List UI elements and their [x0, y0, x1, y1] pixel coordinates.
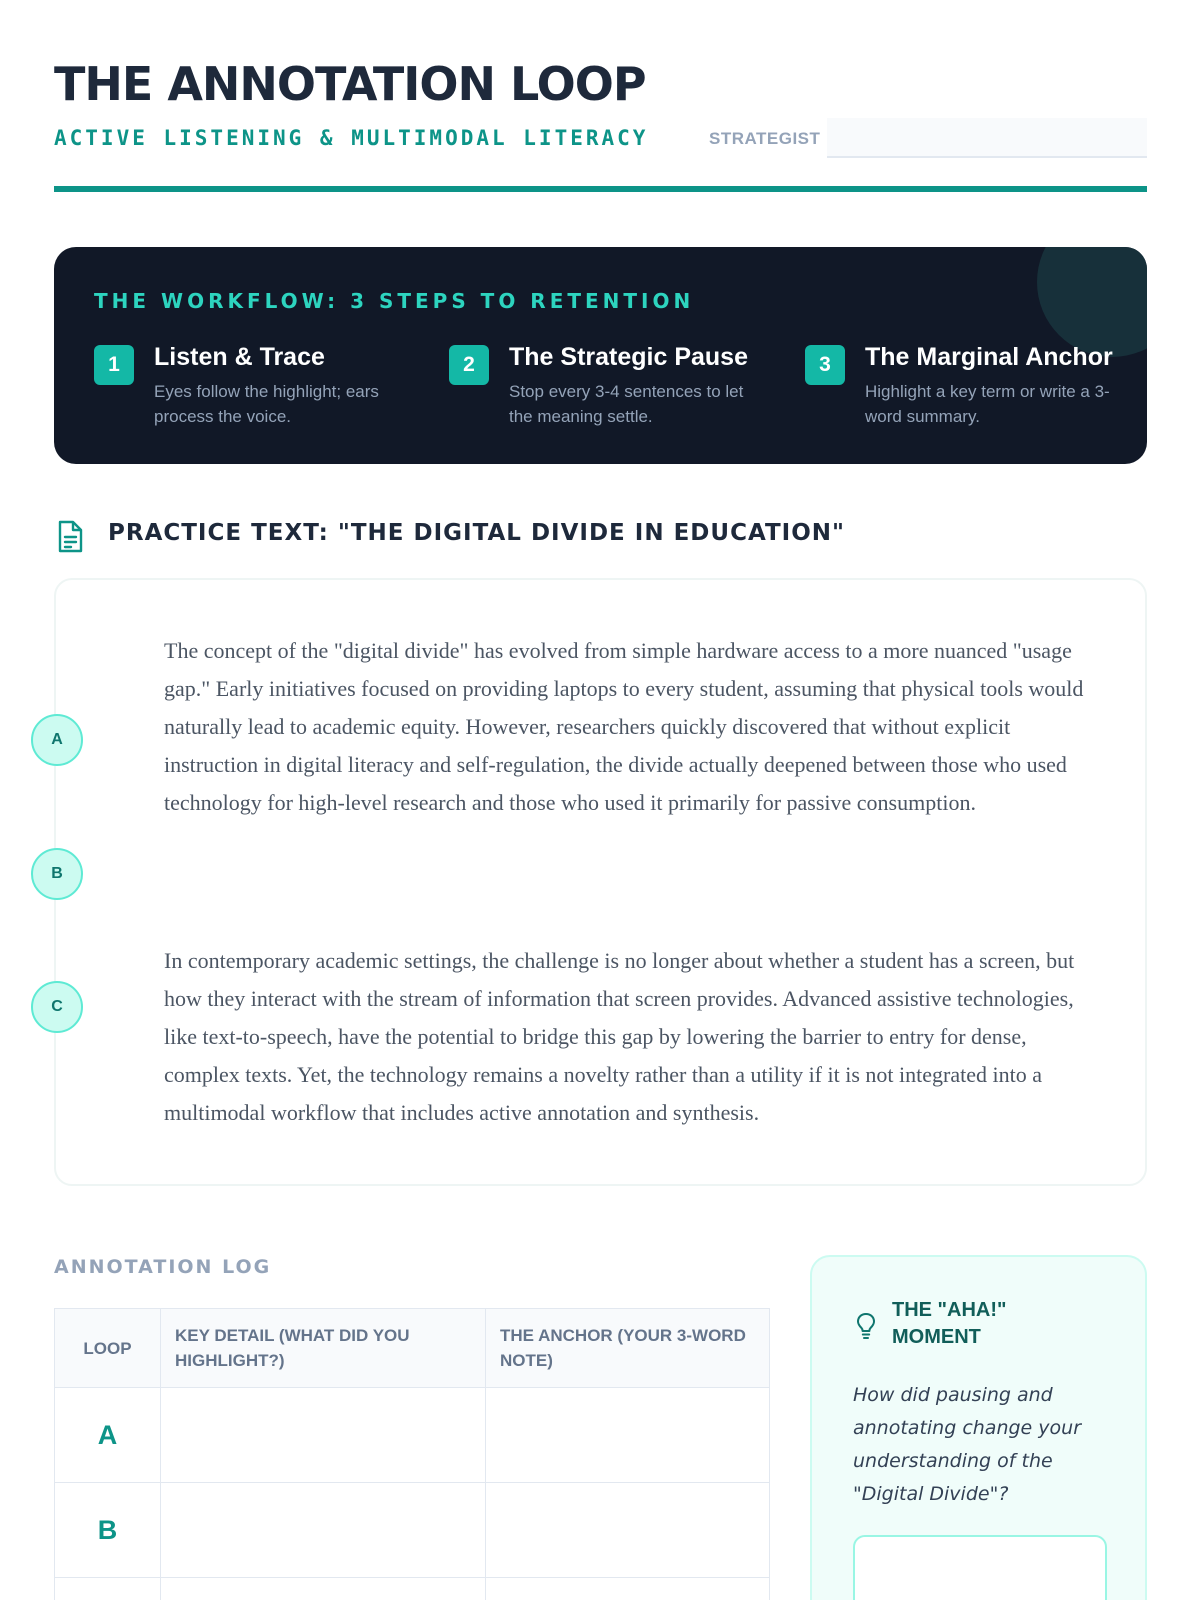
- step-title: The Marginal Anchor: [865, 343, 1113, 371]
- strategist-label: STRATEGIST: [709, 129, 821, 148]
- column-header-key-detail: KEY DETAIL (WHAT DID YOU HIGHLIGHT?): [161, 1309, 486, 1388]
- table-row: [55, 1388, 770, 1483]
- lightbulb-icon: [854, 1311, 878, 1341]
- page-title: THE ANNOTATION LOOP: [54, 57, 646, 111]
- loop-cell: A: [55, 1388, 161, 1483]
- anchor-cell[interactable]: [486, 1483, 770, 1578]
- aha-question: How did pausing and annotating change your understanding of the "Digital Divide"?: [853, 1384, 1081, 1505]
- step-number-badge: 1: [94, 345, 134, 385]
- anchor-cell[interactable]: [486, 1578, 770, 1600]
- step-description: Eyes follow the highlight; ears process the voice.: [154, 382, 379, 426]
- step-description: Stop every 3-4 sentences to let the meaning settle.: [509, 382, 744, 426]
- aha-title: THE "AHA!" MOMENT: [892, 1299, 1007, 1348]
- loop-marker-a[interactable]: A: [31, 714, 83, 766]
- column-header-loop: LOOP: [55, 1309, 161, 1388]
- step-number-badge: 2: [449, 345, 489, 385]
- aha-moment-card: [810, 1255, 1147, 1600]
- loop-cell: B: [55, 1483, 161, 1578]
- step-number-badge: 3: [805, 345, 845, 385]
- column-header-anchor: THE ANCHOR (YOUR 3-WORD NOTE): [486, 1309, 770, 1388]
- practice-text-card: [54, 578, 1147, 1186]
- header-divider: [54, 186, 1147, 192]
- document-icon: [54, 520, 86, 554]
- page-header: [54, 58, 1147, 160]
- page-subtitle: ACTIVE LISTENING & MULTIMODAL LITERACY: [54, 126, 649, 150]
- decorative-circle: [1037, 247, 1147, 357]
- practice-paragraph-2[interactable]: In contemporary academic settings, the challenge is no longer about whether a student has a screen, but how they interact with the stream of information that screen provides. Advanced assistive technologies, like text-to-speech, have the potential to bridge this gap by lowering the barrier to entry for dense, complex texts. Yet, the technology remains a novelty rather than a utility if it is not integrated into a multimodal workflow that includes active annotation and synthesis.: [164, 948, 1075, 1125]
- table-row: [55, 1483, 770, 1578]
- step-description: Highlight a key term or write a 3-word summary.: [865, 382, 1110, 426]
- strategist-input[interactable]: [827, 118, 1147, 158]
- table-header-row: [55, 1309, 770, 1388]
- aha-answer-textarea[interactable]: [853, 1535, 1107, 1600]
- workflow-title: THE WORKFLOW: 3 STEPS TO RETENTION: [94, 289, 695, 313]
- loop-marker-b[interactable]: B: [31, 848, 83, 900]
- step-title: The Strategic Pause: [509, 343, 748, 371]
- loop-cell: [55, 1578, 161, 1600]
- annotation-log-title: ANNOTATION LOG: [54, 1256, 272, 1278]
- annotation-log-table: [54, 1308, 770, 1600]
- table-row: [55, 1578, 770, 1600]
- key-detail-cell[interactable]: [161, 1483, 486, 1578]
- step-title: Listen & Trace: [154, 343, 325, 371]
- loop-marker-c[interactable]: C: [31, 981, 83, 1033]
- practice-heading: [54, 518, 954, 552]
- anchor-cell[interactable]: [486, 1388, 770, 1483]
- key-detail-cell[interactable]: [161, 1578, 486, 1600]
- practice-title: PRACTICE TEXT: "THE DIGITAL DIVIDE IN EDUCATION": [108, 520, 845, 546]
- practice-paragraph-1[interactable]: The concept of the "digital divide" has evolved from simple hardware access to a more nuanced "usage gap." Early initiatives focused on providing laptops to every student, assuming that physical tools would naturally lead to academic equity. However, researchers quickly discovered that without explicit instruction in digital literacy and self-regulation, the divide actually deepened between those who used technology for high-level research and those who used it primarily for passive consumption.: [164, 638, 1084, 815]
- key-detail-cell[interactable]: [161, 1388, 486, 1483]
- subtitle-row: [54, 118, 1147, 160]
- workflow-panel: [54, 247, 1147, 464]
